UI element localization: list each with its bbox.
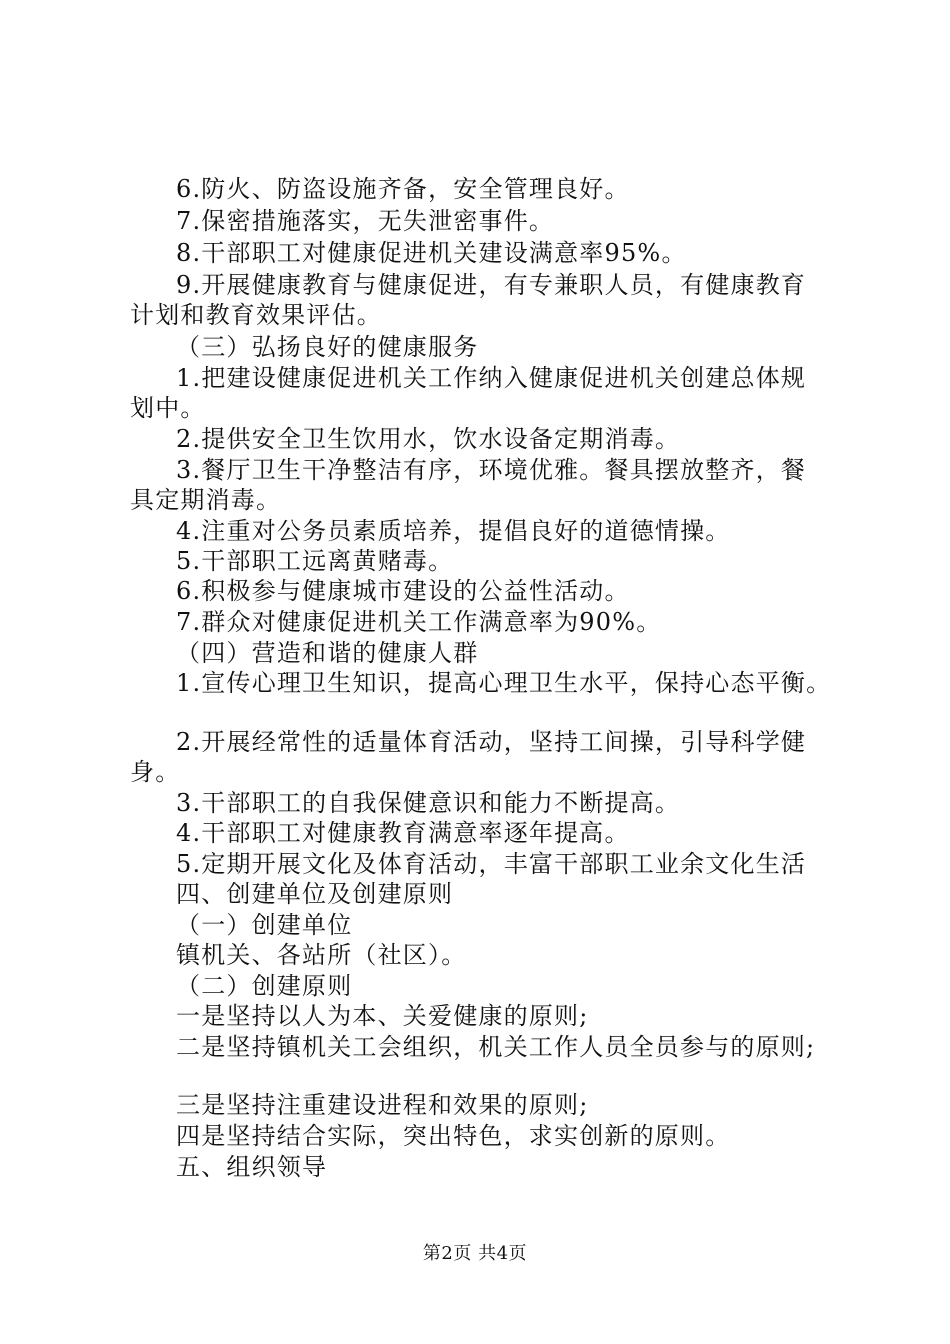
text-line: 1.宣传心理卫生知识，提高心理卫生水平，保持心态平衡。	[176, 669, 832, 697]
text-line: 划中。	[130, 394, 206, 422]
text-line: 4.注重对公务员素质培养，提倡良好的道德情操。	[176, 517, 731, 545]
text-line: 6.积极参与健康城市建设的公益性活动。	[176, 577, 630, 605]
text-line: 计划和教育效果评估。	[130, 301, 382, 329]
text-line: 4.干部职工对健康教育满意率逐年提高。	[176, 819, 630, 847]
text-line: 7.保密措施落实，无失泄密事件。	[176, 207, 555, 235]
section-heading: （三）弘扬良好的健康服务	[176, 333, 479, 361]
section-heading: 四、创建单位及创建原则	[176, 880, 454, 908]
section-heading: 五、组织领导	[176, 1153, 328, 1181]
text-line: 身。	[130, 758, 181, 786]
section-heading: （一）创建单位	[176, 911, 353, 939]
text-line: 2.开展经常性的适量体育活动，坚持工间操，引导科学健	[176, 728, 807, 756]
text-line: 5.定期开展文化及体育活动，丰富干部职工业余文化生活	[176, 850, 807, 878]
page-number-footer: 第2页 共4页	[422, 1243, 528, 1264]
text-line: 2.提供安全卫生饮用水，饮水设备定期消毒。	[176, 425, 681, 453]
text-line: 5.干部职工远离黄赌毒。	[176, 547, 454, 575]
text-line: 1.把建设健康促进机关工作纳入健康促进机关创建总体规	[176, 364, 807, 392]
text-line: 3.干部职工的自我保健意识和能力不断提高。	[176, 789, 681, 817]
text-line: 6.防火、防盗设施齐备，安全管理良好。	[176, 175, 630, 203]
text-line: 镇机关、各站所（社区）。	[176, 941, 467, 969]
text-line: 3.餐厅卫生干净整洁有序，环境优雅。餐具摆放整齐，餐	[176, 456, 807, 484]
text-line: 一是坚持以人为本、关爱健康的原则;	[176, 1002, 589, 1030]
section-heading: （二）创建原则	[176, 972, 353, 1000]
text-line: 三是坚持注重建设进程和效果的原则;	[176, 1091, 589, 1119]
section-heading: （四）营造和谐的健康人群	[176, 639, 479, 667]
text-line: 8.干部职工对健康促进机关建设满意率95%。	[176, 239, 687, 267]
text-line: 7.群众对健康促进机关工作满意率为90%。	[176, 608, 662, 636]
text-line: 二是坚持镇机关工会组织，机关工作人员全员参与的原则;	[176, 1033, 816, 1061]
text-line: 四是坚持结合实际，突出特色，求实创新的原则。	[176, 1122, 731, 1150]
text-line: 9.开展健康教育与健康促进，有专兼职人员，有健康教育	[176, 271, 807, 299]
text-line: 具定期消毒。	[130, 486, 282, 514]
